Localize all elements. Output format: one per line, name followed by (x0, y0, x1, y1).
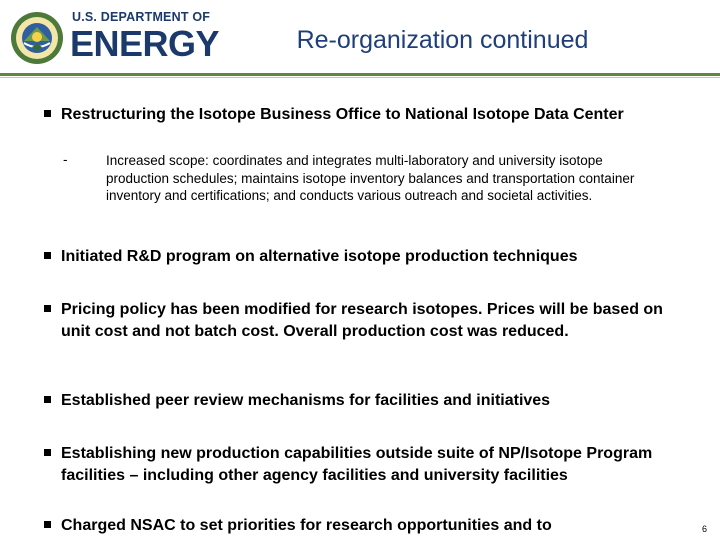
sub-bullet-item (63, 152, 663, 205)
doe-seal-logo (10, 11, 64, 65)
bullet-square-icon (44, 110, 51, 117)
bullet-item (44, 104, 674, 126)
bullet-text: Establishing new production capabilities outside suite of NP/Isotope Program facilities – including other agency facilities and university facilities (61, 445, 653, 484)
bullet-item (44, 443, 674, 487)
slide-header (0, 0, 720, 76)
bullet-square-icon (44, 449, 51, 456)
sub-bullet-text: Increased scope: coordinates and integrates multi-laboratory and university isotope production schedules; maintains isotope inventory balances and transportation container inventory and certifications; and conducts various outreach and societal activities. (106, 153, 635, 203)
bullet-text: Established peer review mechanisms for facilities and initiatives (61, 392, 551, 409)
bullet-text: Initiated R&D program on alternative isotope production techniques (61, 248, 578, 265)
bullet-square-icon (44, 305, 51, 312)
header-rule-thin (0, 77, 720, 78)
bullet-text: Charged NSAC to set priorities for research opportunities and to (61, 517, 552, 534)
header-rule (0, 73, 720, 76)
bullet-square-icon (44, 521, 51, 528)
bullet-square-icon (44, 396, 51, 403)
bullet-item (44, 515, 674, 537)
bullet-text: Restructuring the Isotope Business Office to National Isotope Data Center (61, 106, 624, 123)
bullet-item (44, 299, 674, 343)
doe-wordmark: ENERGY (70, 23, 220, 64)
bullet-item (44, 390, 674, 412)
bullet-text: Pricing policy has been modified for research isotopes. Prices will be based on unit cost and not batch cost. Overall production cost was reduced. (61, 301, 663, 340)
bullet-square-icon (44, 252, 51, 259)
bullet-item (44, 246, 674, 268)
page-number: 6 (702, 524, 708, 534)
sub-bullet-dash: - (63, 152, 68, 167)
doe-line1: U.S. DEPARTMENT OF (72, 10, 211, 24)
slide-title: Re-organization continued (296, 26, 589, 54)
